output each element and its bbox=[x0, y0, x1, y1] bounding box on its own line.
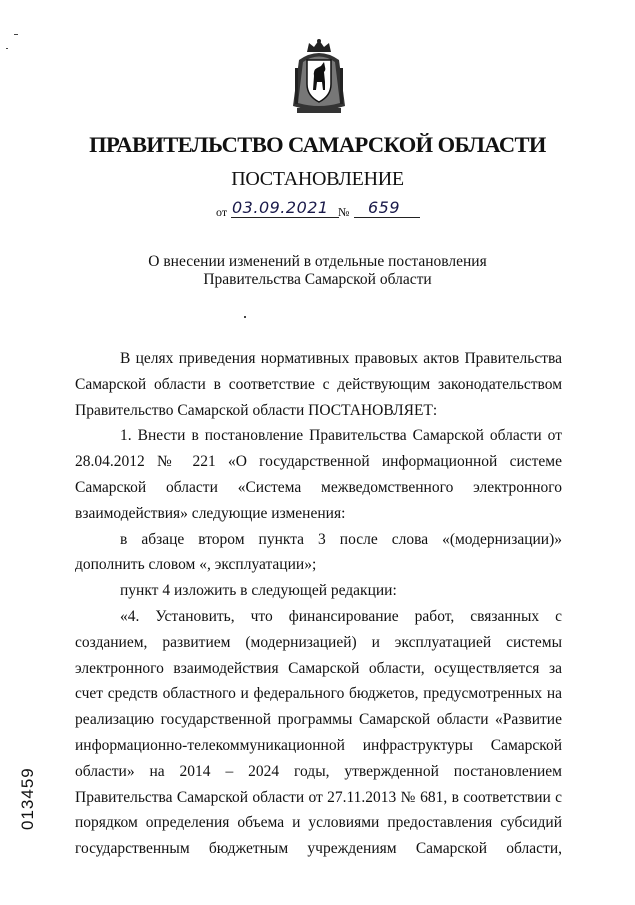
subject-line-1: О внесении изменений в отдельные постановления bbox=[148, 253, 487, 270]
document-body bbox=[75, 346, 562, 862]
date-number-line bbox=[216, 198, 436, 222]
paragraph-item-1: 1. Внести в постановление Правительства Самарской области от 28.04.2012 № 221 «О государственной информационной системе Самарской области «Система межведомственного электронного взаимодействия» следующие изменения: bbox=[75, 427, 562, 522]
paragraph-preamble: В целях приведения нормативных правовых актов Правительства Самарской области в соответствие с действующим законодательством Правительство Самарской области ПОСТАНОВЛЯЕТ: bbox=[75, 350, 562, 419]
paragraph-amendment-2: пункт 4 изложить в следующей редакции: bbox=[120, 582, 397, 600]
date-prefix: от bbox=[216, 205, 228, 219]
organization-title: ПРАВИТЕЛЬСТВО САМАРСКОЙ ОБЛАСТИ bbox=[89, 132, 546, 157]
date-underline bbox=[231, 217, 339, 218]
number-underline bbox=[354, 217, 420, 218]
number-prefix: № bbox=[338, 205, 350, 219]
margin-stamp-number: 013459 bbox=[18, 767, 37, 830]
paragraph-amendment-1: в абзаце втором пункта 3 после слова «(модернизации)» дополнить словом «, эксплуатации»; bbox=[75, 530, 562, 574]
scan-speck bbox=[244, 316, 246, 318]
coat-of-arms-icon bbox=[287, 38, 351, 118]
document-type: ПОСТАНОВЛЕНИЕ bbox=[231, 168, 404, 190]
subject-line-2: Правительства Самарской области bbox=[203, 271, 432, 288]
paragraph-new-text: «4. Установить, что финансирование работ, связанных с созданием, развитием (модернизацией) и эксплуатацией системы электронного взаимодействия Самарской области, осуществляется за счет средств областного и федерального бюджетов, предусмотренных на реализацию государственной программы Самарской области «Развитие информационно-телекоммуникационной инфраструктуры Самарской области» на 2014 – 2024 годы, утвержденной постановлением Правительства Самарской области от 27.11.2013 № 681, в соответствии с порядком определения объема и условиями предоставления субсидий государственным бюджетным учреждениям Самарской области, bbox=[75, 607, 562, 858]
document-subject bbox=[0, 253, 635, 289]
scan-speck bbox=[14, 34, 18, 35]
scan-speck bbox=[6, 48, 8, 49]
handwritten-date: 03.09.2021 bbox=[232, 198, 329, 217]
handwritten-number: 659 bbox=[368, 198, 401, 217]
